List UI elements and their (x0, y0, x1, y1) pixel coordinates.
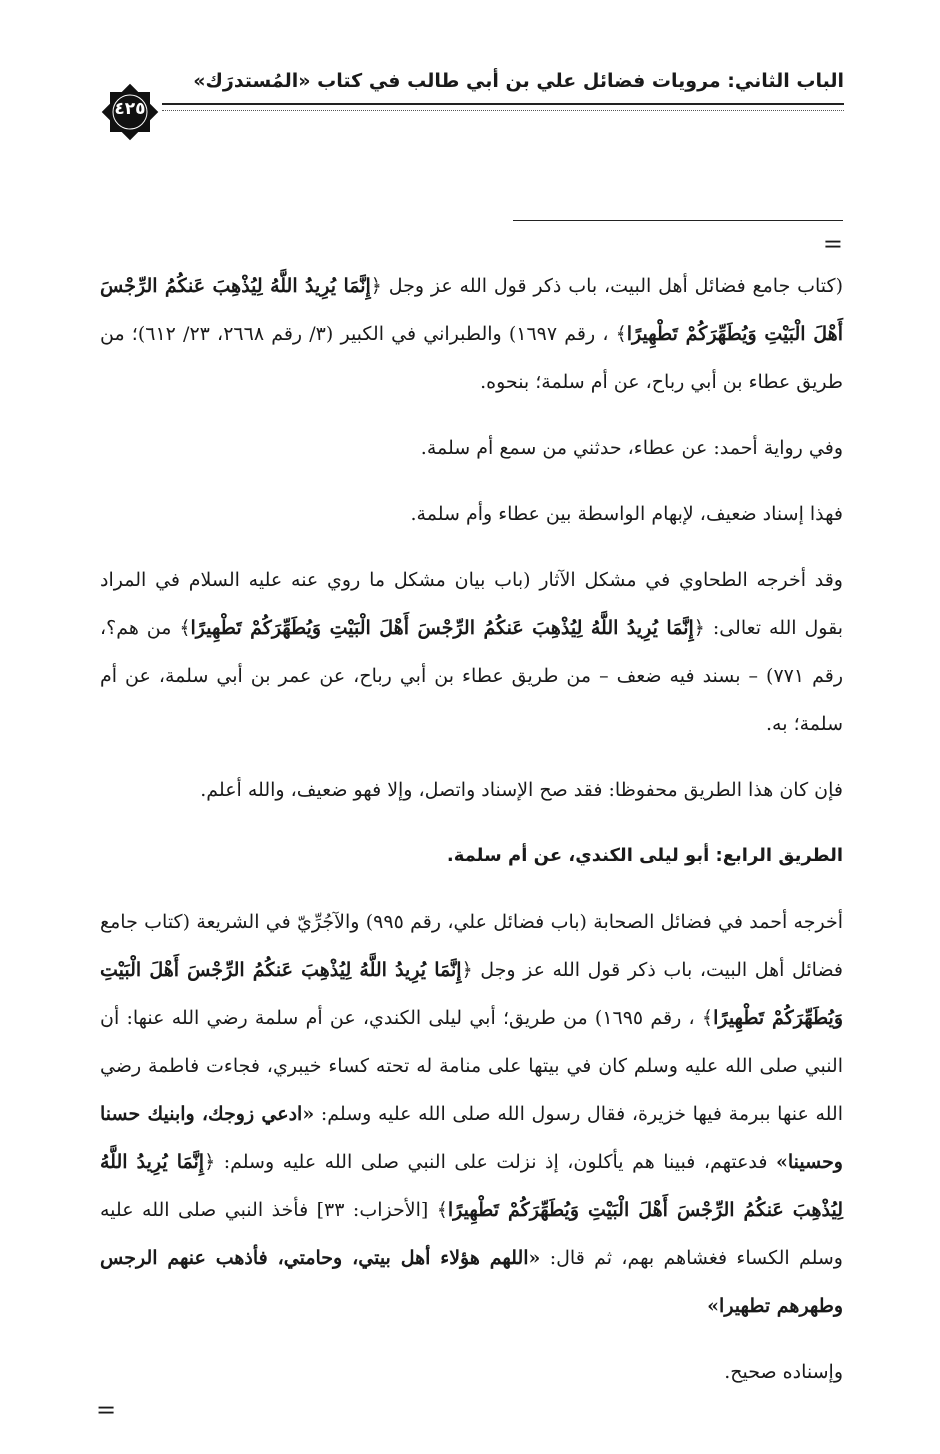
quran-verse: إِنَّمَا يُرِيدُ اللَّهُ لِيُذْهِبَ عَنكُمُ الرِّجْسَ أَهْلَ الْبَيْتِ وَيُطَهِّرَكُمْ تَطْهِيرًا (190, 617, 694, 639)
continuation-mark: = (822, 230, 843, 258)
paragraph (100, 898, 843, 1330)
chapter-title: الباب الثاني: مرويات فضائل علي بن أبي طالب في كتاب «المُستدرَك» (193, 70, 844, 92)
text: ﴾ ، رقم ١٦٩٥) من طريق؛ أبي ليلى الكندي، عن أم سلمة رضي الله عنها: أن النبي صلى الله عليه وسلم كان في بيتها على منامة له تحته كساء خيبري، فجاءت فاطمة رضي الله عنها ببرمة فيها خزيرة، فقال رسول الله صلى الله عليه وسلم: (100, 1007, 844, 1125)
running-header (100, 60, 844, 130)
header-rule (162, 103, 844, 111)
paragraph: وإسناده صحيح. (724, 1361, 843, 1383)
text: أخرجه أحمد في فضائل الصحابة (باب فضائل علي، رقم ٩٩٥) والآجُرِّيّ في الشريعة (كتاب جامع فضائل أهل البيت، باب ذكر قول الله عز وجل ﴿ (100, 911, 843, 981)
quran-verse: إِنَّمَا يُرِيدُ اللَّهُ لِيُذْهِبَ عَنكُمُ الرِّجْسَ أَهْلَ الْبَيْتِ وَيُطَهِّرَكُمْ تَطْهِيرًا (100, 959, 843, 1029)
text: فدعتهم، فبينا هم يأكلون، إذ نزلت على النبي صلى الله عليه وسلم: ﴿ (204, 1151, 776, 1173)
text: (كتاب جامع فضائل أهل البيت، باب ذكر قول الله عز وجل ﴿ (370, 275, 843, 297)
hadith-quote: «اللهم هؤلاء أهل بيتي، وحامتي، فأذهب عنهم الرجس وطهرهم تطهيرا» (100, 1247, 843, 1317)
paragraph: فإن كان هذا الطريق محفوظا: فقد صح الإسناد واتصل، وإلا فهو ضعيف، والله أعلم. (200, 779, 843, 801)
paragraph: وفي رواية أحمد: عن عطاء، حدثني من سمع أم سلمة. (420, 437, 843, 459)
paragraph (100, 262, 843, 406)
footnote-body (100, 262, 843, 1396)
paragraph (100, 556, 843, 748)
text: ﴾ ، رقم ١٦٩٧) والطبراني في الكبير (٣/ رقم ٢٦٦٨، ٢٣/ ٦١٢)؛ من طريق عطاء بن أبي رباح، عن أم سلمة؛ بنحوه. (100, 323, 843, 393)
paragraph: فهذا إسناد ضعيف، لإبهام الواسطة بين عطاء وأم سلمة. (410, 503, 843, 525)
text: ﴾ [الأحزاب: ٣٣] فأخذ النبي صلى الله عليه وسلم الكساء فغشاهم بهم، ثم قال: (100, 1199, 843, 1269)
hadith-quote: «ادعي زوجك، وابنيك حسنا وحسينا» (100, 1103, 843, 1173)
text: وقد أخرجه الطحاوي في مشكل الآثار (باب بيان مشكل ما روي عنه عليه السلام في المراد بقول الله تعالى: ﴿ (100, 569, 843, 639)
page-number: ٤٢٥ (114, 99, 146, 119)
quran-verse: إِنَّمَا يُرِيدُ اللَّهُ لِيُذْهِبَ عَنكُمُ الرِّجْسَ أَهْلَ الْبَيْتِ وَيُطَهِّرَكُمْ تَطْهِيرًا (100, 275, 843, 345)
section-heading: الطريق الرابع: أبو ليلى الكندي، عن أم سلمة. (446, 845, 843, 866)
quran-verse: إِنَّمَا يُرِيدُ اللَّهُ لِيُذْهِبَ عَنكُمُ الرِّجْسَ أَهْلَ الْبَيْتِ وَيُطَهِّرَكُمْ تَطْهِيرًا (100, 1151, 843, 1221)
page-number-badge (100, 82, 160, 142)
text: ﴾ من هم؟، رقم ٧٧١) – بسند فيه ضعف – من طريق عطاء بن أبي رباح، عن عمر بن أبي سلمة، عن أم سلمة؛ به. (100, 617, 843, 735)
footnote-separator (513, 220, 843, 221)
continuation-mark-bottom: = (96, 1396, 117, 1424)
